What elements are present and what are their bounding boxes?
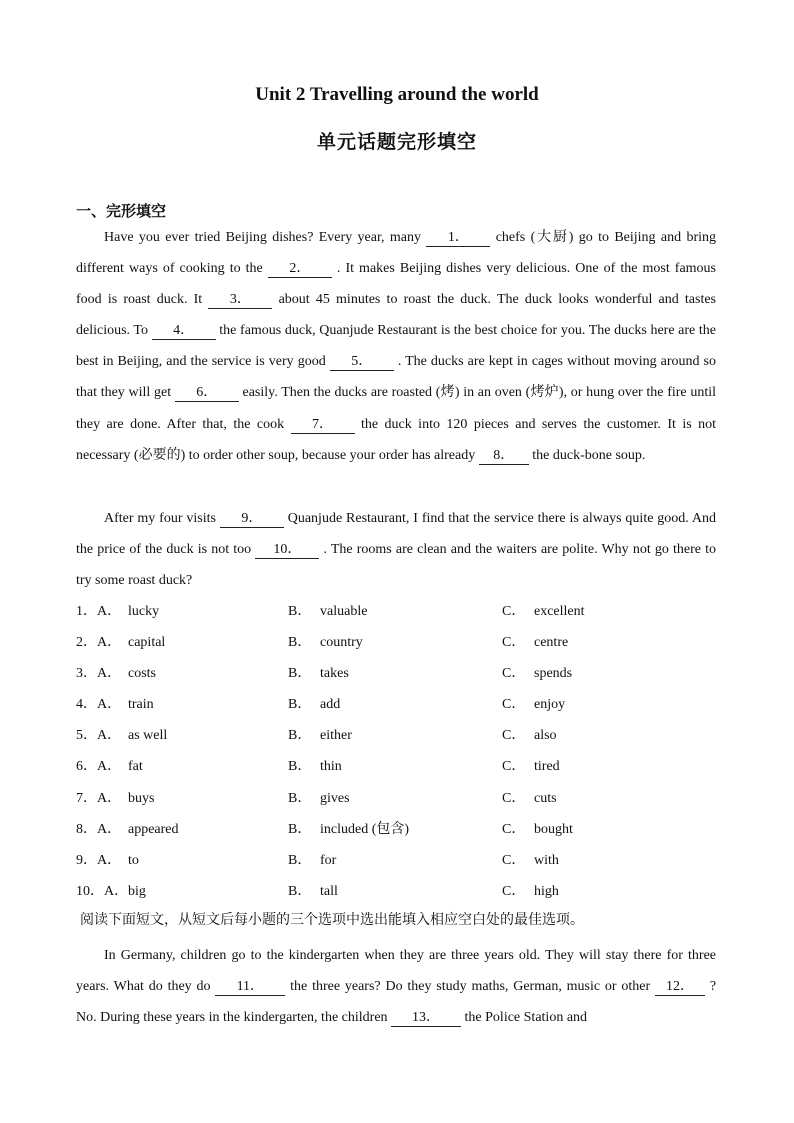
- option-c-letter: C．: [502, 790, 526, 806]
- option-row: [76, 720, 716, 751]
- passage-text: Quanjude Restaurant, I find that the service there is always quite good. And the price of the duck is not too: [76, 511, 717, 558]
- option-number: 8．A．: [76, 821, 122, 837]
- option-c-letter: C．: [502, 635, 526, 651]
- option-c[interactable]: tired: [534, 759, 560, 775]
- passage-text: the duck into 120 pieces and serves the customer. It is not necessary (必要的) to order other soup, because your order has already: [76, 416, 716, 463]
- option-c-letter: C．: [502, 666, 526, 682]
- option-row: [76, 814, 716, 845]
- passage-2-paragraph-1: [76, 940, 716, 1033]
- option-b[interactable]: for: [320, 852, 337, 868]
- passage-text: chefs (大厨) go to Beijing and bring different ways of cooking to the: [76, 230, 717, 277]
- option-c-letter: C．: [502, 759, 526, 775]
- option-number: 3．A．: [76, 666, 122, 682]
- passage-text: the duck-bone soup.: [532, 447, 646, 463]
- option-row: [76, 783, 716, 814]
- option-row: [76, 751, 716, 782]
- option-b[interactable]: add: [320, 697, 341, 713]
- option-b-letter: B．: [288, 728, 312, 744]
- passage-text: . The ducks are kept in cages without moving around so that they will get: [76, 354, 717, 401]
- section-heading: 一、完形填空: [76, 202, 167, 220]
- option-b-letter: B．: [288, 666, 312, 682]
- passage-text: the Police Station and: [464, 1010, 588, 1026]
- option-c[interactable]: with: [534, 852, 559, 868]
- option-number: 9．A．: [76, 852, 122, 868]
- options-list: [76, 596, 716, 907]
- option-b-letter: B．: [288, 635, 312, 651]
- option-a[interactable]: costs: [128, 666, 156, 682]
- option-b[interactable]: tall: [320, 883, 338, 899]
- option-number: 7．A．: [76, 790, 122, 806]
- blank-2[interactable]: 2．: [268, 261, 332, 278]
- option-b[interactable]: country: [320, 635, 363, 651]
- option-a[interactable]: lucky: [128, 604, 160, 619]
- option-b[interactable]: valuable: [320, 604, 368, 619]
- passage-text: In Germany, children go to the kindergarten when they are three years old. They will stay there for three years. What do they do: [76, 948, 716, 995]
- option-c[interactable]: also: [534, 728, 557, 744]
- passage-text: about 45 minutes to roast the duck. The duck looks wonderful and tastes delicious. To: [76, 292, 717, 339]
- blank-4[interactable]: 4．: [152, 323, 216, 340]
- option-c-letter: C．: [502, 604, 526, 619]
- passage-1-paragraph-2: [76, 503, 716, 596]
- option-c[interactable]: high: [534, 883, 559, 899]
- option-a[interactable]: big: [128, 883, 146, 899]
- option-a[interactable]: appeared: [128, 821, 179, 837]
- option-c[interactable]: enjoy: [534, 697, 566, 713]
- option-row: [76, 689, 716, 720]
- blank-10[interactable]: 10．: [255, 542, 319, 559]
- option-a[interactable]: train: [128, 697, 154, 713]
- passage-text: After my four visits: [104, 511, 216, 526]
- blank-9[interactable]: 9．: [220, 511, 284, 528]
- passage-text: Have you ever tried Beijing dishes? Every year, many: [104, 230, 422, 245]
- option-b-letter: B．: [288, 604, 312, 619]
- option-b-letter: B．: [288, 821, 312, 837]
- option-row: [76, 845, 716, 876]
- option-c[interactable]: cuts: [534, 790, 557, 806]
- document-title: Unit 2 Travelling around the world: [255, 84, 539, 105]
- passage-text: ? No. During these years in the kindergarten, the children: [76, 979, 717, 1026]
- option-a[interactable]: buys: [128, 790, 155, 806]
- blank-13[interactable]: 13．: [391, 1010, 461, 1027]
- option-a[interactable]: to: [128, 852, 139, 868]
- blank-5[interactable]: 5．: [330, 354, 394, 371]
- passage-text: easily. Then the ducks are roasted (烤) in an oven (烤炉), or hung over the fire until they are done. After that, the cook: [76, 385, 716, 432]
- option-row: [76, 596, 716, 627]
- option-number: 10．A．: [76, 883, 129, 899]
- document-subtitle: 单元话题完形填空: [316, 131, 477, 153]
- option-number: 1．A．: [76, 604, 122, 619]
- passage-text: . The rooms are clean and the waiters are polite. Why not go there to try some roast duck?: [76, 542, 716, 589]
- option-row: [76, 876, 716, 907]
- option-b[interactable]: gives: [320, 790, 350, 806]
- reading-instruction: 阅读下面短文，从短文后每小题的三个选项中选出能填入相应空白处的最佳选项。: [80, 912, 584, 928]
- option-b-letter: B．: [288, 697, 312, 713]
- blank-3[interactable]: 3．: [208, 292, 272, 309]
- option-b[interactable]: takes: [320, 666, 349, 682]
- option-b[interactable]: included (包含): [320, 821, 410, 837]
- option-b[interactable]: either: [320, 728, 352, 744]
- option-b-letter: B．: [288, 883, 312, 899]
- blank-7[interactable]: 7．: [291, 417, 355, 434]
- passage-1-paragraph-1: [76, 222, 716, 471]
- passage-text: the three years? Do they study maths, German, music or other: [290, 979, 651, 995]
- blank-8[interactable]: 8．: [479, 448, 529, 465]
- option-c-letter: C．: [502, 883, 526, 899]
- option-c-letter: C．: [502, 697, 526, 713]
- blank-12[interactable]: 12．: [655, 979, 705, 996]
- option-c[interactable]: spends: [534, 666, 573, 682]
- option-b-letter: B．: [288, 790, 312, 806]
- option-c[interactable]: excellent: [534, 604, 585, 619]
- option-a[interactable]: as well: [128, 728, 168, 744]
- option-c[interactable]: bought: [534, 821, 573, 837]
- option-number: 6．A．: [76, 759, 122, 775]
- option-number: 2．A．: [76, 635, 122, 651]
- option-row: [76, 658, 716, 689]
- passage-text: . It makes Beijing dishes very delicious. One of the most famous food is roast duck. It: [76, 261, 717, 308]
- blank-1[interactable]: 1．: [426, 230, 490, 247]
- passage-text: the famous duck, Quanjude Restaurant is the best choice for you. The ducks here are the best in Beijing, and the service is very good: [76, 323, 717, 370]
- option-b-letter: B．: [288, 759, 312, 775]
- option-b-letter: B．: [288, 852, 312, 868]
- option-c[interactable]: centre: [534, 635, 569, 651]
- option-c-letter: C．: [502, 728, 526, 744]
- option-number: 4．A．: [76, 697, 122, 713]
- option-a[interactable]: capital: [128, 635, 166, 651]
- option-b[interactable]: thin: [320, 759, 342, 775]
- option-number: 5．A．: [76, 728, 122, 744]
- option-a[interactable]: fat: [128, 759, 143, 775]
- blank-11[interactable]: 11．: [215, 979, 285, 996]
- option-c-letter: C．: [502, 821, 526, 837]
- blank-6[interactable]: 6．: [175, 385, 239, 402]
- option-c-letter: C．: [502, 852, 526, 868]
- option-row: [76, 627, 716, 658]
